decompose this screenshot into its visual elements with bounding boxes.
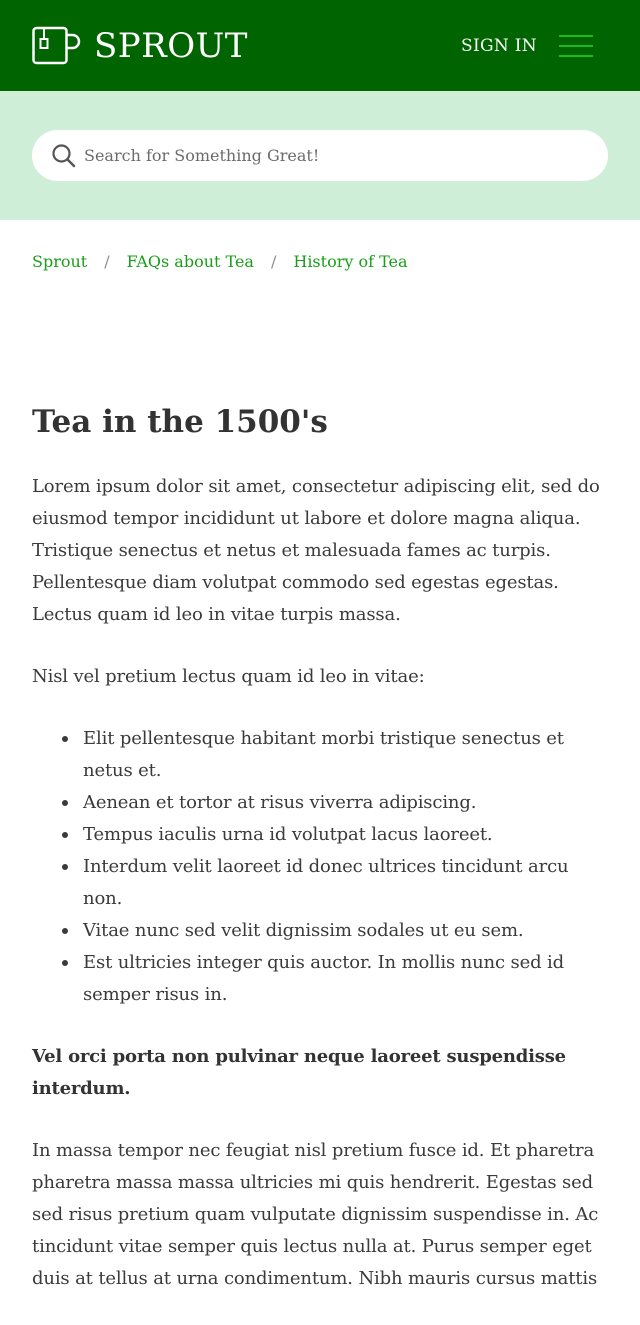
list-item: Est ultricies integer quis auctor. In mollis nunc sed id semper risus in.	[83, 947, 608, 1011]
site-header	[0, 0, 640, 91]
breadcrumb-separator: /	[270, 252, 277, 271]
list-item: Tempus iaculis urna id volutpat lacus laoreet.	[83, 819, 608, 851]
article-paragraph: Lorem ipsum dolor sit amet, consectetur adipiscing elit, sed do eiusmod tempor incididunt ut labore et dolore magna aliqua. Tristique senectus et netus et malesuada fames ac turpis. Pellentesque diam volutpat commodo sed egestas egestas. Lectus quam id leo in vitae turpis massa.	[32, 476, 600, 625]
bullet-list	[83, 723, 608, 1011]
list-intro: Nisl vel pretium lectus quam id leo in vitae:	[32, 666, 425, 687]
tea-cup-icon	[32, 26, 82, 66]
list-item: Interdum velit laoreet id donec ultrices tincidunt arcu non.	[83, 851, 608, 915]
menu-line	[559, 45, 593, 47]
breadcrumb	[32, 250, 408, 274]
hamburger-icon[interactable]	[559, 33, 593, 59]
menu-line	[559, 35, 593, 37]
list-item: Aenean et tortor at risus viverra adipiscing.	[83, 787, 608, 819]
sprout-logo[interactable]	[32, 26, 248, 66]
search-box[interactable]	[32, 130, 608, 181]
sign-in-link[interactable]: SIGN IN	[461, 36, 537, 56]
list-item: Vitae nunc sed velit dignissim sodales ut eu sem.	[83, 915, 608, 947]
bold-statement: Vel orci porta non pulvinar neque laoreet suspendisse interdum.	[32, 1046, 566, 1099]
list-item: Elit pellentesque habitant morbi tristique senectus et netus et.	[83, 723, 608, 787]
breadcrumb-item-faqs[interactable]: FAQs about Tea	[126, 252, 254, 271]
breadcrumb-item-sprout[interactable]: Sprout	[32, 252, 88, 271]
breadcrumb-item-history[interactable]: History of Tea	[293, 252, 408, 271]
article	[32, 398, 608, 1325]
menu-line	[559, 55, 593, 57]
brand-name: SPROUT	[94, 26, 248, 66]
search-input[interactable]	[84, 130, 584, 181]
breadcrumb-separator: /	[104, 252, 110, 271]
page-title: Tea in the 1500's	[32, 404, 328, 440]
search-band	[0, 91, 640, 220]
search-icon	[51, 143, 77, 169]
article-paragraph: In massa tempor nec feugiat nisl pretium fusce id. Et pharetra pharetra massa massa ultricies mi quis hendrerit. Egestas sed sed risus pretium quam vulputate dignissim suspendisse in. Ac tincidunt vitae semper quis lectus nulla at. Purus semper eget duis at tellus at urna condimentum. Nibh mauris cursus mattis	[32, 1140, 599, 1289]
